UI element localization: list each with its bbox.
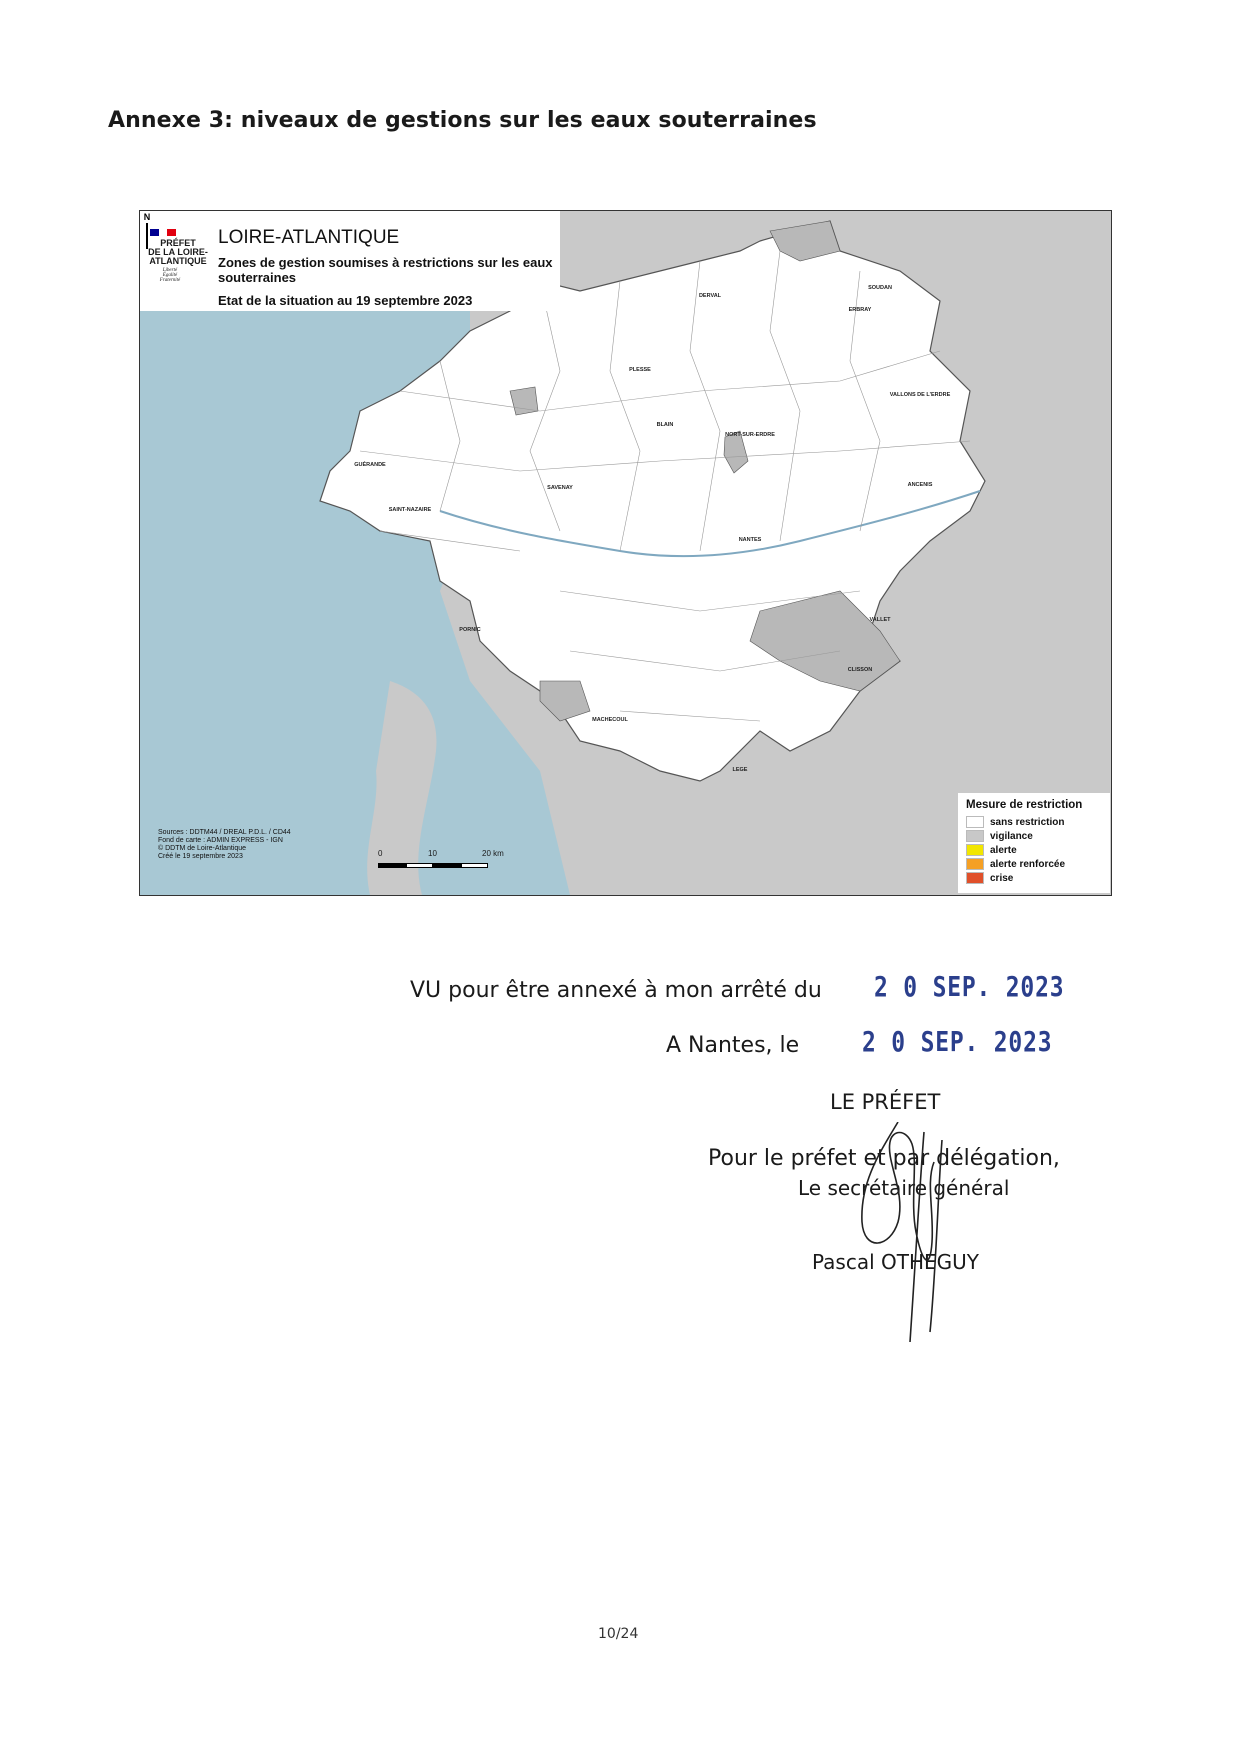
date-stamp-2: 2 0 SEP. 2023 xyxy=(862,1025,1053,1058)
legend-title: Mesure de restriction xyxy=(966,799,1083,811)
commune-label: MACHECOUL xyxy=(592,717,628,723)
annex-approval-text: VU pour être annexé à mon arrêté du xyxy=(410,978,822,1003)
legend-item-sans-restriction: sans restriction xyxy=(966,815,1064,829)
signatory-name: Pascal OTHEGUY xyxy=(812,1250,979,1274)
north-arrow-icon xyxy=(140,211,154,251)
restriction-map xyxy=(139,210,1112,896)
north-label: N xyxy=(143,212,151,222)
legend-swatch xyxy=(966,830,984,842)
legend-item-alerte-renforcee: alerte renforcée xyxy=(966,857,1065,871)
commune-label: BLAIN xyxy=(656,422,674,428)
commune-label: VALLONS DE L'ERDRE xyxy=(889,392,951,398)
legend-item-alerte: alerte xyxy=(966,843,1017,857)
commune-label: PLESSE xyxy=(629,367,651,373)
map-title: LOIRE-ATLANTIQUE xyxy=(218,227,400,248)
commune-label: ANCENIS xyxy=(907,482,933,488)
commune-label: NORT-SUR-ERDRE xyxy=(725,432,775,438)
place-text: A Nantes, le xyxy=(666,1033,800,1058)
commune-label: CLISSON xyxy=(847,667,873,673)
legend-item-vigilance: vigilance xyxy=(966,829,1033,843)
delegation-text: Pour le préfet et par délégation, xyxy=(708,1146,1060,1171)
secretaire-title: Le secrétaire général xyxy=(798,1176,1010,1200)
commune-label: DERVAL xyxy=(698,293,722,299)
prefecture-logo xyxy=(146,229,216,283)
date-stamp-1: 2 0 SEP. 2023 xyxy=(874,970,1065,1003)
commune-label: NANTES xyxy=(738,537,762,543)
logo-text: PRÉFET DE LA LOIRE- ATLANTIQUE xyxy=(148,238,208,266)
handwritten-signature xyxy=(820,1122,980,1342)
page-number: 10/24 xyxy=(598,1626,639,1642)
legend-swatch xyxy=(966,816,984,828)
map-date: Etat de la situation au 19 septembre 2023 xyxy=(218,293,473,308)
scale-label-20: 20 km xyxy=(482,849,504,858)
commune-label: GUÉRANDE xyxy=(354,462,386,468)
legend-item-crise: crise xyxy=(966,871,1013,885)
commune-label: SAINT-NAZAIRE xyxy=(388,507,432,513)
map-subtitle: Zones de gestion soumises à restrictions sur les eaux souterraines xyxy=(218,255,553,285)
prefet-title: LE PRÉFET xyxy=(830,1090,941,1114)
scale-bar xyxy=(378,849,518,881)
commune-label: ERBRAY xyxy=(848,307,872,313)
legend-swatch xyxy=(966,844,984,856)
map-sources: Sources : DDTM44 / DREAL P.D.L. / CD44 Fond de carte : ADMIN EXPRESS - IGN © DDTM de Loire-Atlantique Créé le 19 septembre 2023 xyxy=(158,829,291,860)
scale-label-0: 0 xyxy=(378,849,383,858)
commune-label: VALLET xyxy=(869,617,891,623)
commune-label: SAVENAY xyxy=(547,485,573,491)
legend-swatch xyxy=(966,872,984,884)
logo-motto: Liberté Égalité Fraternité xyxy=(159,268,181,283)
commune-label: LEGE xyxy=(732,767,748,773)
legend-swatch xyxy=(966,858,984,870)
page-heading: Annexe 3: niveaux de gestions sur les eaux souterraines xyxy=(108,108,817,133)
map-legend xyxy=(958,793,1110,893)
map-header xyxy=(140,211,560,311)
commune-label: PORNIC xyxy=(459,627,481,633)
commune-label: SOUDAN xyxy=(868,285,892,291)
scale-label-10: 10 xyxy=(428,849,437,858)
